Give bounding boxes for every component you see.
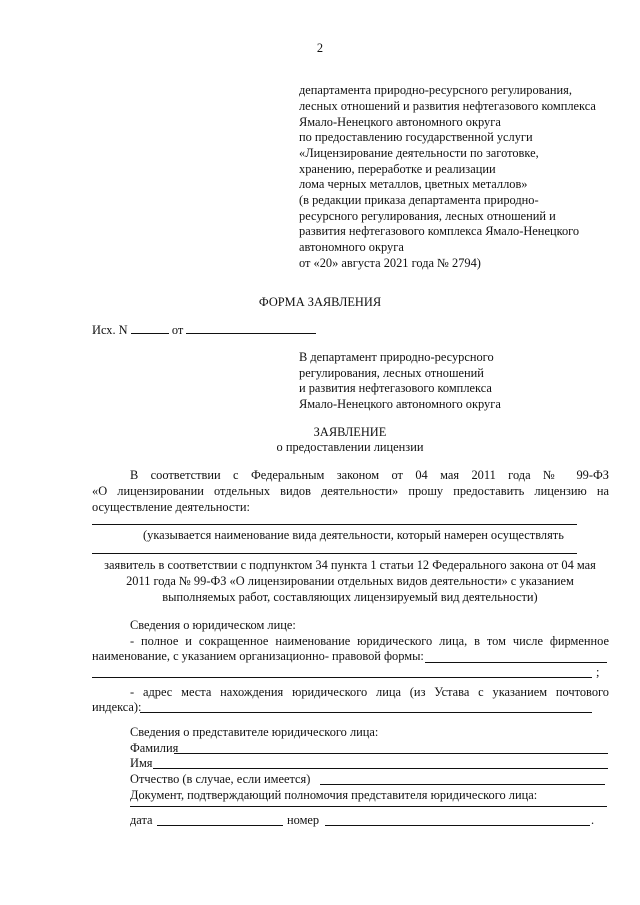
legal-entity-heading: Сведения о юридическом лице: (130, 618, 296, 632)
intro-line: «О лицензировании отдельных видов деятельности» прошу предоставить лицензию на (92, 484, 609, 498)
header-line: лесных отношений и развития нефтегазового комплекса (299, 99, 596, 113)
header-line: автономного округа (299, 240, 404, 254)
addressee-line: Ямало-Ненецкого автономного округа (299, 397, 501, 411)
header-line: по предоставлению государственной услуги (299, 130, 533, 144)
number-label: номер (287, 813, 320, 827)
surname-label: Фамилия (130, 741, 179, 755)
legal-name-line: наименование, с указанием организационно- правовой формы: (92, 649, 424, 663)
header-line: Ямало-Ненецкого автономного округа (299, 115, 501, 129)
header-line: ресурсного регулирования, лесных отношений и (299, 209, 556, 223)
legal-name-line: - полное и сокращенное наименование юридического лица, в том числе фирменное (130, 634, 609, 648)
surname-field[interactable] (174, 753, 608, 754)
authority-document-label: Документ, подтверждающий полномочия представителя юридического лица: (130, 788, 538, 802)
semicolon: ; (596, 665, 600, 679)
statement-title: ЗАЯВЛЕНИЕ (313, 425, 387, 439)
applicant-hint-line: выполняемых работ, составляющих лицензируемый вид деятельности) (162, 590, 538, 604)
patronymic-label: Отчество (в случае, если имеется) (130, 772, 311, 786)
end-period: . (591, 813, 595, 827)
date-label: дата (130, 813, 153, 827)
intro-line: осуществление деятельности: (92, 500, 250, 514)
header-line: «Лицензирование деятельности по заготовке, (299, 146, 539, 160)
ref-from: от (171, 323, 184, 337)
activity-field-2[interactable] (92, 553, 577, 554)
header-line: лома черных металлов, цветных металлов» (299, 177, 528, 191)
addressee-line: и развития нефтегазового комплекса (299, 381, 492, 395)
applicant-hint-line: заявитель в соответствии с подпунктом 34 пункта 1 статьи 12 Федерального закона от 04 мая (104, 558, 596, 572)
legal-address-line: - адрес места нахождения юридического лица (из Устава с указанием почтового (130, 685, 609, 699)
number-field[interactable] (325, 825, 590, 826)
header-line: хранению, переработке и реализации (299, 162, 496, 176)
applicant-hint-line: 2011 года № 99-ФЗ «О лицензировании отдельных видов деятельности» с указанием (126, 574, 574, 588)
header-line: развития нефтегазового комплекса Ямало-Ненецкого (299, 224, 580, 238)
name-label: Имя (130, 756, 153, 770)
page-number: 2 (316, 41, 324, 55)
activity-hint: (указывается наименование вида деятельности, который намерен осуществлять (143, 528, 564, 542)
header-line: (в редакции приказа департамента природно- (299, 193, 539, 207)
form-title: ФОРМА ЗАЯВЛЕНИЯ (258, 295, 382, 309)
name-field[interactable] (153, 768, 608, 769)
outgoing-ref (92, 322, 316, 338)
date-field[interactable] (157, 825, 283, 826)
header-line: департамента природно-ресурсного регулирования, (299, 83, 572, 97)
patronymic-field[interactable] (320, 784, 605, 785)
legal-name-field[interactable] (425, 662, 607, 663)
activity-field[interactable] (92, 524, 577, 525)
header-line: от «20» августа 2021 года № 2794) (299, 256, 481, 270)
ref-number-field[interactable] (131, 322, 169, 334)
representative-heading: Сведения о представителе юридического лица: (130, 725, 379, 739)
intro-line: В соответствии с Федеральным законом от 04 мая 2011 года № 99-ФЗ (130, 468, 609, 482)
ref-date-field[interactable] (186, 322, 316, 334)
addressee-line: В департамент природно-ресурсного (299, 350, 494, 364)
legal-name-field-2[interactable] (92, 677, 592, 678)
addressee-line: регулирования, лесных отношений (299, 366, 484, 380)
legal-address-field[interactable] (140, 712, 592, 713)
ref-prefix: Исх. N (92, 323, 128, 337)
statement-subtitle: о предоставлении лицензии (276, 440, 424, 454)
authority-document-field[interactable] (130, 806, 607, 807)
legal-address-line: индекса): (92, 700, 142, 714)
